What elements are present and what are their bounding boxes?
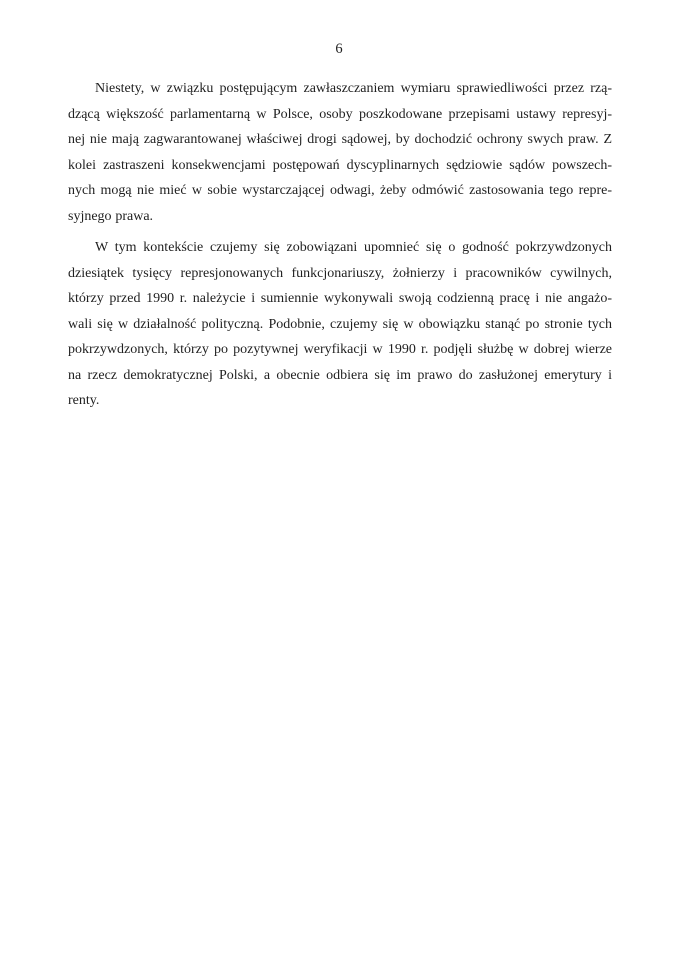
text-line: dziesiątek tysięcy represjonowanych funkcjonariuszy, żołnierzy i pracowników cywilnych, (68, 265, 612, 281)
text-line: pokrzywdzonych, którzy po pozytywnej weryfikacji w 1990 r. podjęli służbę w dobrej wierze (68, 342, 612, 357)
paragraph (68, 76, 612, 229)
document-body (68, 76, 612, 414)
text-line: dzącą większość parlamentarną w Polsce, osoby poszkodowane przepisami ustawy represyj- (68, 106, 612, 122)
page-number: 6 (335, 41, 343, 57)
text-line: wali się w działalność polityczną. Podobnie, czujemy się w obowiązku stanąć po stronie tych (68, 316, 612, 332)
text-line: syjnego prawa. (68, 208, 154, 224)
text-line: W tym kontekście czujemy się zobowiązani upomnieć się o godność pokrzywdzonych (95, 240, 612, 255)
text-line: nych mogą nie mieć w sobie wystarczającej odwagi, żeby odmówić zastosowania tego repre- (68, 183, 612, 198)
paragraph (68, 235, 612, 414)
text-line: na rzecz demokratycznej Polski, a obecnie odbiera się im prawo do zasłużonej emerytury i (68, 367, 612, 383)
text-line: nej nie mają zagwarantowanej właściwej drogi sądowej, by dochodzić ochrony swych praw. Z (68, 132, 612, 147)
text-line: renty. (68, 393, 100, 408)
text-line: którzy przed 1990 r. należycie i sumiennie wykonywali swoją codzienną pracę i nie angażo- (68, 291, 612, 306)
text-line: kolei zastraszeni konsekwencjami postępowań dyscyplinarnych sędziowie sądów powszech- (68, 157, 612, 173)
text-line: Niestety, w związku postępującym zawłaszczaniem wymiaru sprawiedliwości przez rzą- (95, 81, 612, 96)
